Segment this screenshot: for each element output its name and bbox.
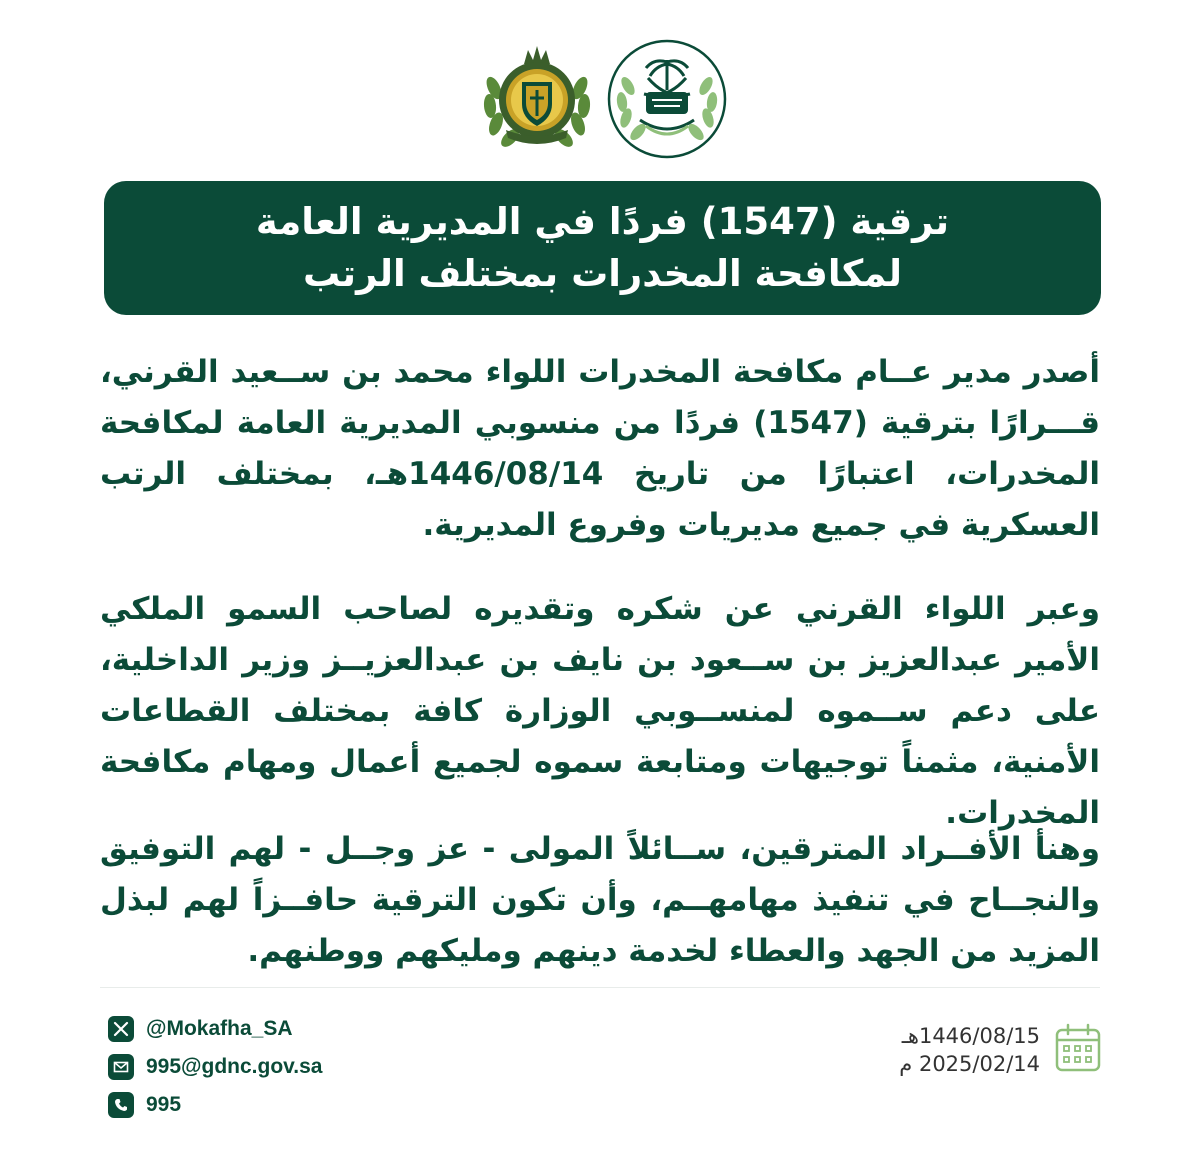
gdnc-emblem <box>476 38 598 160</box>
paragraph-2: وعبر اللواء القرني عن شكره وتقديره لصاحب السمو الملكي الأمير عبدالعزيز بن ســعود بن نايف بن عبدالعزيــز وزير الداخلية، على دعم ســموه لمنســوبي الوزارة كافة بمختلف القطاعات الأمنية، مثمناً توجيهات ومتابعة سموه لجميع أعمال ومهام مكافحة المخدرات. <box>100 591 1100 831</box>
gregorian-date: 2025/02/14 م <box>899 1052 1040 1076</box>
contact-list <box>108 1010 468 1124</box>
paragraph-3: وهنأ الأفــراد المترقين، ســائلاً المولى - عز وجــل - لهم التوفيق والنجــاح في تنفيذ مهامهــم، وأن تكون الترقية حافــزاً لهم لبذل المزيد من الجهد والعطاء لخدمة دينهم ومليكهم ووطنهم. <box>100 831 1100 969</box>
x-icon <box>108 1016 134 1042</box>
ministry-of-interior-emblem-icon <box>606 38 728 160</box>
logos-row <box>0 38 1200 160</box>
gdnc-emblem-icon <box>476 38 598 160</box>
ministry-of-interior-emblem <box>606 38 728 160</box>
date-lines <box>899 1022 1040 1078</box>
contact-x[interactable] <box>108 1010 468 1048</box>
hijri-date: 1446/08/15هـ <box>901 1024 1040 1048</box>
x-handle[interactable]: @Mokafha_SA <box>146 1017 293 1040</box>
page-title: ترقية (1547) فردًا في المديرية العامة لمكافحة المخدرات بمختلف الرتب <box>255 200 950 295</box>
email-address[interactable]: 995@gdnc.gov.sa <box>146 1055 323 1078</box>
phone-icon <box>108 1092 134 1118</box>
date-block <box>899 1022 1102 1078</box>
footer-divider <box>100 987 1100 988</box>
calendar-icon <box>1054 1022 1102 1078</box>
mail-icon <box>108 1054 134 1080</box>
contact-email[interactable] <box>108 1048 468 1086</box>
title-banner <box>104 181 1101 315</box>
phone-number[interactable]: 995 <box>146 1093 182 1116</box>
paragraph-1: أصدر مدير عــام مكافحة المخدرات اللواء محمد بن ســعيد القرني، قـــرارًا بترقية (1547) فردًا من منسوبي المديرية العامة لمكافحة المخدرات، اعتبارًا من تاريخ 1446/08/14هـ، بمختلف الرتب العسكرية في جميع مديريات وفروع المديرية. <box>100 354 1100 543</box>
contact-phone[interactable] <box>108 1086 468 1124</box>
